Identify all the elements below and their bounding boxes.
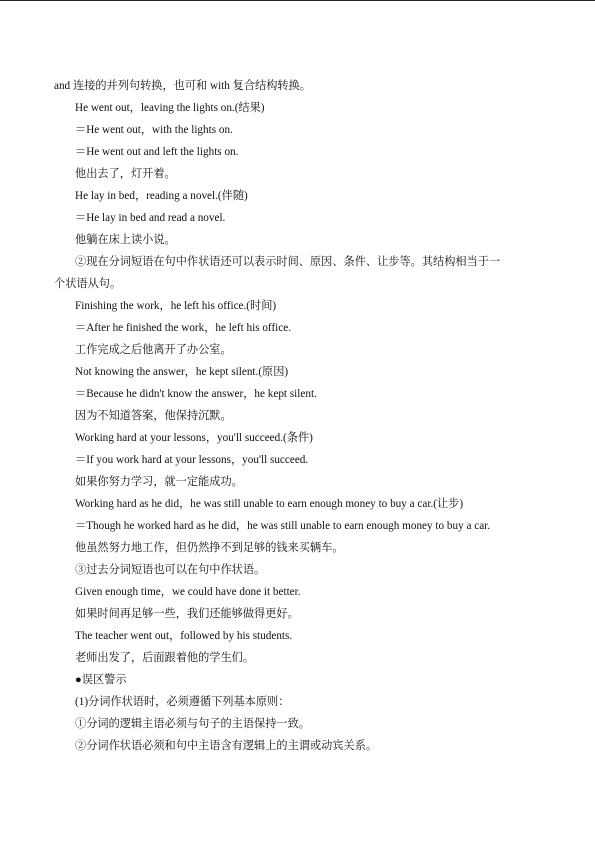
text-line: Working hard at your lessons，you'll succeed.(条件) [75,432,313,444]
text-line: 如果你努力学习，就一定能成功。 [75,476,243,488]
text-line: ＝Though he worked hard as he did，he was still unable to earn enough money to buy a car. [75,520,491,532]
text-line: ①分词的逻辑主语必须与句子的主语保持一致。 [75,718,310,730]
text-line: He went out，leaving the lights on.(结果) [75,102,265,114]
text-line: Given enough time，we could have done it better. [75,586,301,598]
text-line: Working hard as he did，he was still unable to earn enough money to buy a car.(让步) [75,498,464,510]
text-line: ＝He lay in bed and read a novel. [75,212,226,224]
text-line: 他虽然努力地工作，但仍然挣不到足够的钱来买辆车。 [75,542,344,554]
text-line: ●误区警示 [75,674,127,686]
text-line: ③过去分词短语也可以在句中作状语。 [75,564,266,576]
text-line: Not knowing the answer，he kept silent.(原因) [75,366,289,378]
text-line: ＝He went out and left the lights on. [75,146,239,158]
text-line: The teacher went out，followed by his students. [75,630,293,642]
text-line: 个状语从句。 [54,278,122,290]
text-line: ＝He went out，with the lights on. [75,124,233,136]
text-line: 因为不知道答案，他保持沉默。 [75,410,232,422]
document-body [54,75,544,757]
text-line: 如果时间再足够一些，我们还能够做得更好。 [75,608,299,620]
text-line: ②现在分词短语在句中作状语还可以表示时间、原因、条件、让步等。其结构相当于一 [75,256,501,268]
top-border-line [0,0,595,1]
text-line: ②分词作状语必须和句中主语含有逻辑上的主谓或动宾关系。 [75,740,378,752]
text-line: Finishing the work，he left his office.(时间) [75,300,277,312]
text-line: 老师出发了，后面跟着他的学生们。 [75,652,255,664]
text-line: 他出去了，灯开着。 [75,168,176,180]
text-line: ＝Because he didn't know the answer，he kept silent. [75,388,317,400]
text-line: 他躺在床上读小说。 [75,234,176,246]
text-line: and 连接的并列句转换，也可和 with 复合结构转换。 [54,80,311,92]
text-line: He lay in bed，reading a novel.(伴随) [75,190,248,202]
text-line: ＝After he finished the work，he left his office. [75,322,292,334]
text-line: 工作完成之后他离开了办公室。 [75,344,232,356]
text-line: (1)分词作状语时，必须遵循下列基本原则： [75,696,290,708]
text-line: ＝If you work hard at your lessons，you'll succeed. [75,454,309,466]
